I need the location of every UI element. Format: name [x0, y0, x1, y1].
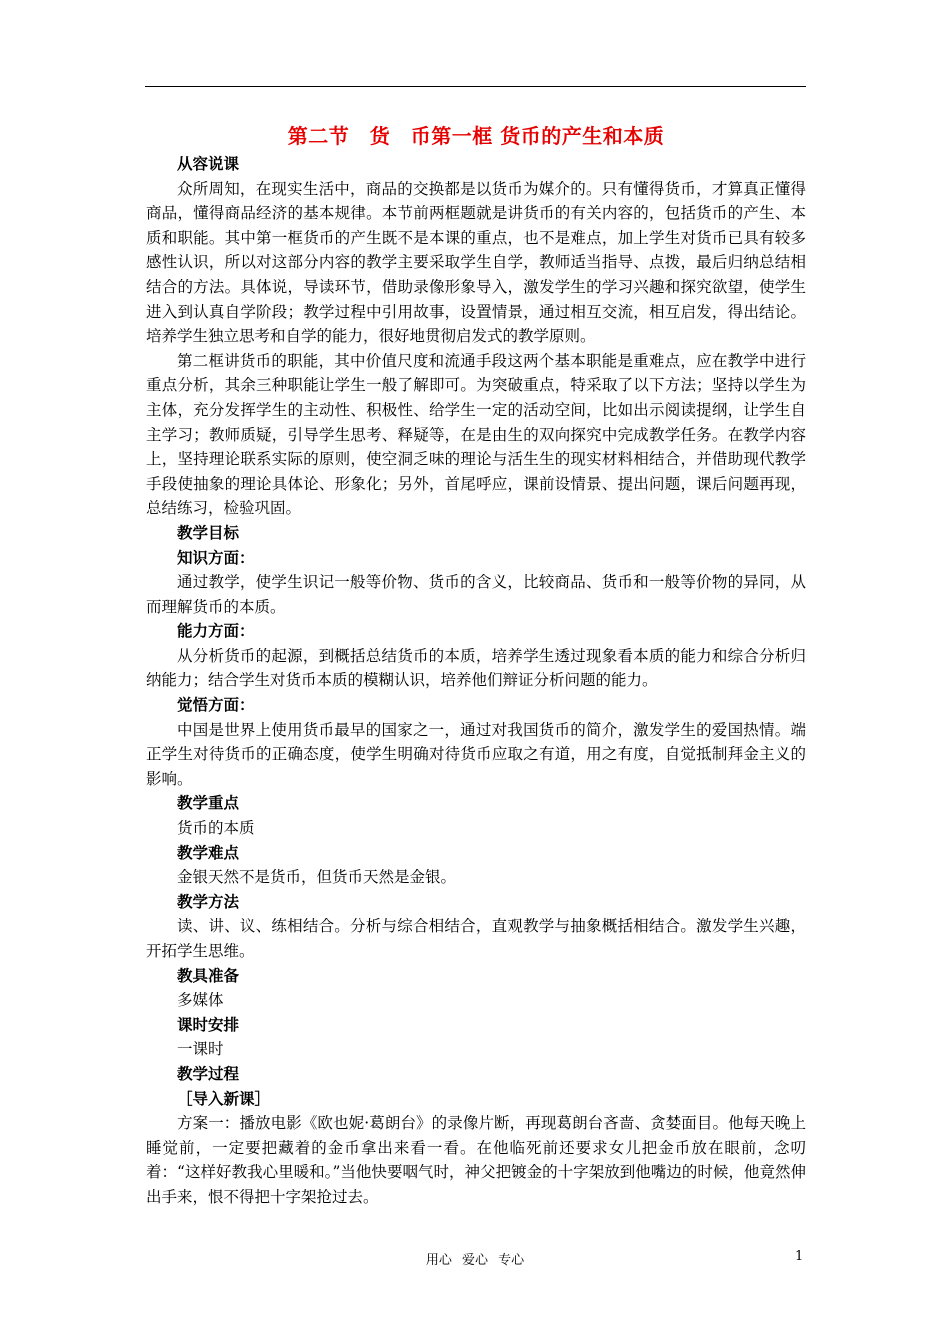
- heading-intro: 从容说课: [177, 154, 240, 173]
- paragraph-method: 读、讲、议、练相结合。分析与综合相结合，直观教学与抽象概括相结合。激发学生兴趣，开拓学生思维。: [146, 917, 806, 960]
- text-focus: 货币的本质: [177, 819, 255, 838]
- heading-ability: 能力方面：: [177, 621, 255, 641]
- heading-time: 课时安排: [177, 1014, 240, 1034]
- document-title: 第二节 货 币第一框 货币的产生和本质: [287, 124, 665, 148]
- page-number: 1: [795, 1249, 804, 1264]
- footer-motto: 用心 爱心 专心: [425, 1253, 525, 1268]
- header-rule: [145, 86, 806, 87]
- text-tools: 多媒体: [177, 991, 224, 1010]
- paragraph-awareness: 中国是世界上使用货币最早的国家之一，通过对我国货币的简介，激发学生的爱国热情。端正学生对待货币的正确态度，使学生明确对待货币应取之有道，用之有度，自觉抵制拜金主义的影响。: [146, 720, 806, 788]
- heading-tools: 教具准备: [177, 965, 240, 985]
- paragraph-intro-1: 众所周知，在现实生活中，商品的交换都是以货币为媒介的。只有懂得货币，才算真正懂得商品，懂得商品经济的基本规律。本节前两框题就是讲货币的有关内容的，包括货币的产生、本质和职能。其中第一框货币的产生既不是本课的重点，也不是难点，加上学生对货币已具有较多感性认识，所以对这部分内容的教学主要采取学生自学，教师适当指导、点拨，最后归纳总结相结合的方法。具体说，导读环节，借助录像形象导入，激发学生的学习兴趣和探究欲望，使学生进入到认真自学阶段；教学过程中引用故事，设置情景，通过相互交流，相互启发，得出结论。培养学生独立思考和自学的能力，很好地贯彻启发式的教学原则。: [146, 179, 806, 346]
- paragraph-knowledge: 通过教学，使学生识记一般等价物、货币的含义，比较商品、货币和一般等价物的异同，从而理解货币的本质。: [146, 573, 806, 616]
- paragraph-plan: 方案一：播放电影《欧也妮·葛朗台》的录像片断，再现葛朗台吝啬、贪婪面目。他每天晚上睡觉前，一定要把藏着的金币拿出来看一看。在他临死前还要求女儿把金币放在眼前，念叨着：“这样好教我心里暖和。”当他快要咽气时，神父把镀金的十字架放到他嘴边的时候，他竟然伸出手来，恨不得把十字架抢过去。: [146, 1114, 806, 1206]
- text-difficulty: 金银天然不是货币，但货币天然是金银。: [177, 868, 457, 887]
- text-time: 一课时: [177, 1040, 224, 1059]
- heading-process: 教学过程: [177, 1063, 240, 1083]
- heading-difficulty: 教学难点: [177, 842, 240, 862]
- heading-knowledge: 知识方面：: [177, 547, 255, 567]
- heading-focus: 教学重点: [177, 793, 240, 813]
- heading-method: 教学方法: [177, 891, 240, 911]
- heading-goals: 教学目标: [177, 522, 240, 542]
- document-body: [146, 120, 806, 1210]
- paragraph-ability: 从分析货币的起源，到概括总结货币的本质，培养学生透过现象看本质的能力和综合分析归纳能力；结合学生对货币本质的模糊认识，培养他们辩证分析问题的能力。: [146, 646, 806, 690]
- heading-awareness: 觉悟方面：: [177, 695, 255, 715]
- heading-intro-new: ［导入新课］: [177, 1088, 271, 1108]
- paragraph-intro-2: 第二框讲货币的职能，其中价值尺度和流通手段这两个基本职能是重难点，应在教学中进行重点分析，其余三种职能让学生一般了解即可。为突破重点，特采取了以下方法；坚持以学生为主体，充分发挥学生的主动性、积极性、给学生一定的活动空间，比如出示阅读提纲，让学生自主学习；教师质疑，引导学生思考、释疑等，在是由生的双向探究中完成教学任务。在教学内容上，坚持理论联系实际的原则，使空洞乏味的理论与活生生的现实材料相结合，并借助现代教学手段使抽象的理论具体论、形象化；另外，首尾呼应，课前设情景、提出问题，课后问题再现，总结练习，检验巩固。: [146, 351, 806, 518]
